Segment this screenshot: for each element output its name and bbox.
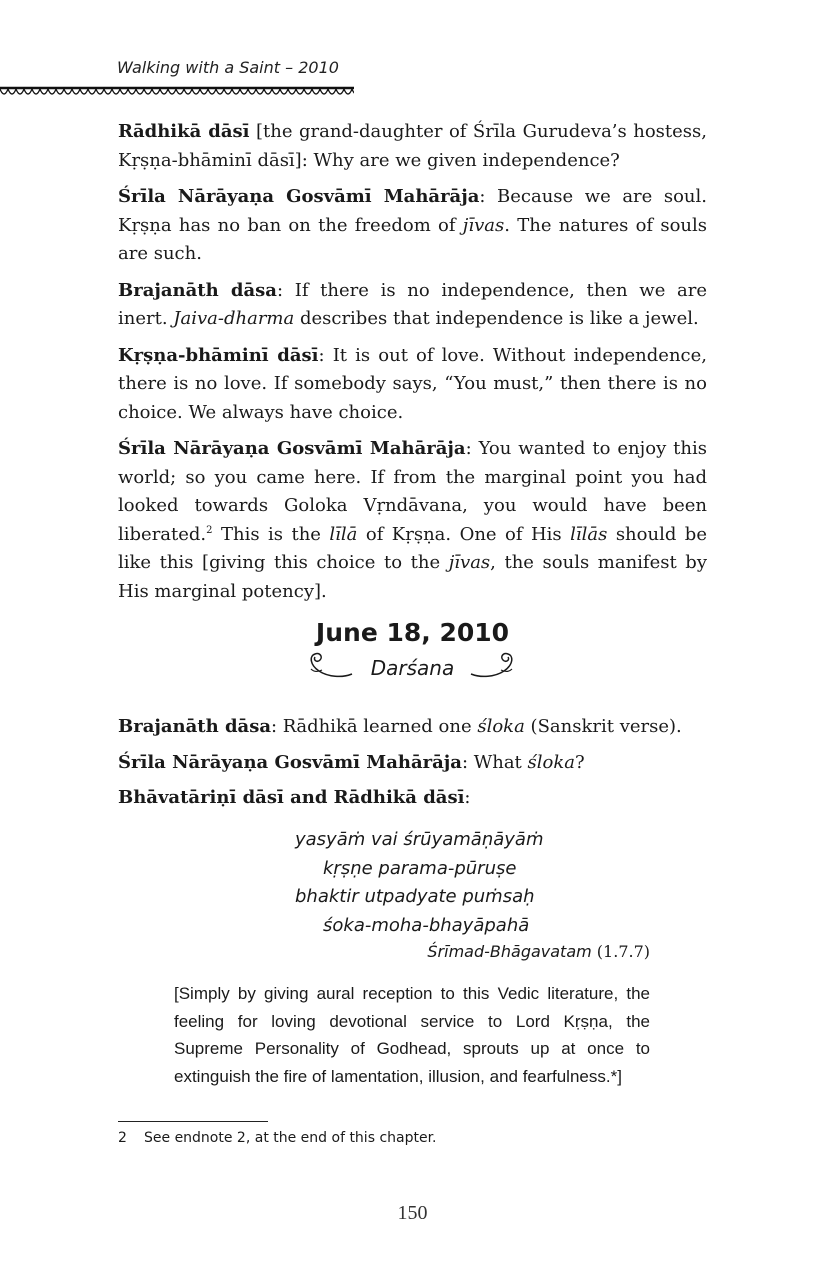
dialogue-text: ? (575, 751, 585, 773)
date-subtitle: Darśana (370, 656, 455, 680)
dialogue-text: : You wanted to enjoy this world; so you came here. If from the marginal point you had looked towards Goloka Vṛndāvana, you would have been liberated. (118, 438, 707, 545)
footnote-text: See endnote 2, at the end of this chapter. (144, 1130, 437, 1146)
footnote-number: 2 (118, 1130, 127, 1146)
verse-source (427, 942, 650, 961)
page-number: 150 (397, 1202, 428, 1224)
speaker-name: Śrīla Nārāyaṇa Gosvāmī Mahārāja (118, 438, 466, 459)
dialogue-paragraph (118, 277, 707, 334)
italic-term: līlās (570, 523, 608, 545)
verse-translation: [Simply by giving aural reception to this Vedic literature, the feeling for loving devotional service to Lord Kṛṣṇa, the Supreme Personality of Godhead, sprouts up at once to extinguish the fire of lamentation, illusion, and fearfulness.*] (174, 984, 650, 1086)
verse-source-title: Śrīmad-Bhāgavatam (427, 942, 592, 961)
running-header-title: Walking with a Saint – 2010 (117, 58, 339, 77)
dialogue-text: (Sanskrit verse). (524, 716, 682, 737)
verse-source-reference: (1.7.7) (591, 942, 650, 961)
date-heading (300, 618, 525, 690)
dialogue-text: This is the (212, 523, 330, 545)
italic-term: śloka (477, 716, 525, 737)
dialogue-text: of Kṛṣṇa. One of His (357, 523, 571, 545)
speaker-name: Śrīla Nārāyaṇa Gosvāmī Mahārāja (118, 751, 462, 773)
italic-term: jīvas (462, 214, 505, 236)
dialogue-paragraph (118, 435, 707, 606)
verse-line: yasyāṁ vai śrūyamāṇāyāṁ (295, 829, 544, 850)
speaker-name: Kṛṣṇa-bhāminī dāsī (118, 344, 319, 366)
dialogue-text: : Because we are soul. Kṛṣṇa has no ban on the freedom of (118, 186, 708, 236)
dialogue-text: : It is out of love. Without independence, there is no love. If somebody says, “You must,” then there is no choice. We always have choice. (118, 344, 707, 423)
decorative-header-border (0, 86, 354, 98)
speaker-name: Bhāvatāriṇī dāsī and Rādhikā dāsī (118, 787, 465, 808)
italic-term: śloka (527, 751, 575, 773)
verse-line: bhaktir utpadyate puṁsaḥ (295, 886, 535, 907)
dialogue-text: [the grand-daughter of Śrīla Gurudeva’s hostess, Kṛṣṇa-bhāminī dāsī]: Why are we given independence? (118, 121, 707, 171)
italic-term: Jaiva-dharma (173, 308, 295, 329)
speaker-name: Rādhikā dāsī (118, 121, 250, 142)
footnote (118, 1130, 437, 1146)
dialogue-paragraph (118, 183, 707, 269)
italic-term: līlā (329, 523, 358, 545)
dialogue-text: : If there is no independence, then we are inert. (118, 279, 708, 329)
footnote-reference[interactable]: 2 (206, 524, 213, 536)
footnote-divider (118, 1121, 268, 1122)
sanskrit-verse (295, 826, 655, 940)
dialogue-text: : Rādhikā learned one (271, 716, 478, 737)
dialogue-text: , the souls manifest by His marginal potency]. (118, 552, 707, 602)
dialogue-section-2 (118, 713, 707, 820)
dialogue-paragraph (118, 713, 707, 742)
dialogue-text: describes that independence is like a jewel. (294, 308, 699, 329)
dialogue-text: : (464, 787, 471, 808)
speaker-name: Śrīla Nārāyaṇa Gosvāmī Mahārāja (118, 186, 480, 207)
date-title: June 18, 2010 (315, 618, 510, 647)
dialogue-paragraph (118, 749, 707, 778)
dialogue-section-1 (118, 118, 707, 614)
verse-line: kṛṣṇe parama-pūruṣe (323, 857, 517, 879)
verse-line: śoka-moha-bhayāpahā (323, 914, 530, 936)
italic-term: jīvas (448, 552, 491, 573)
dialogue-paragraph (118, 342, 707, 428)
dialogue-paragraph (118, 118, 707, 175)
dialogue-paragraph (118, 784, 707, 813)
speaker-name: Brajanāth dāsa (118, 279, 277, 301)
dialogue-text: should be like this [giving this choice to the (118, 523, 707, 573)
speaker-name: Brajanāth dāsa (118, 716, 271, 737)
dialogue-text: . The natures of souls are such. (118, 214, 707, 264)
dialogue-text: : What (461, 751, 528, 773)
